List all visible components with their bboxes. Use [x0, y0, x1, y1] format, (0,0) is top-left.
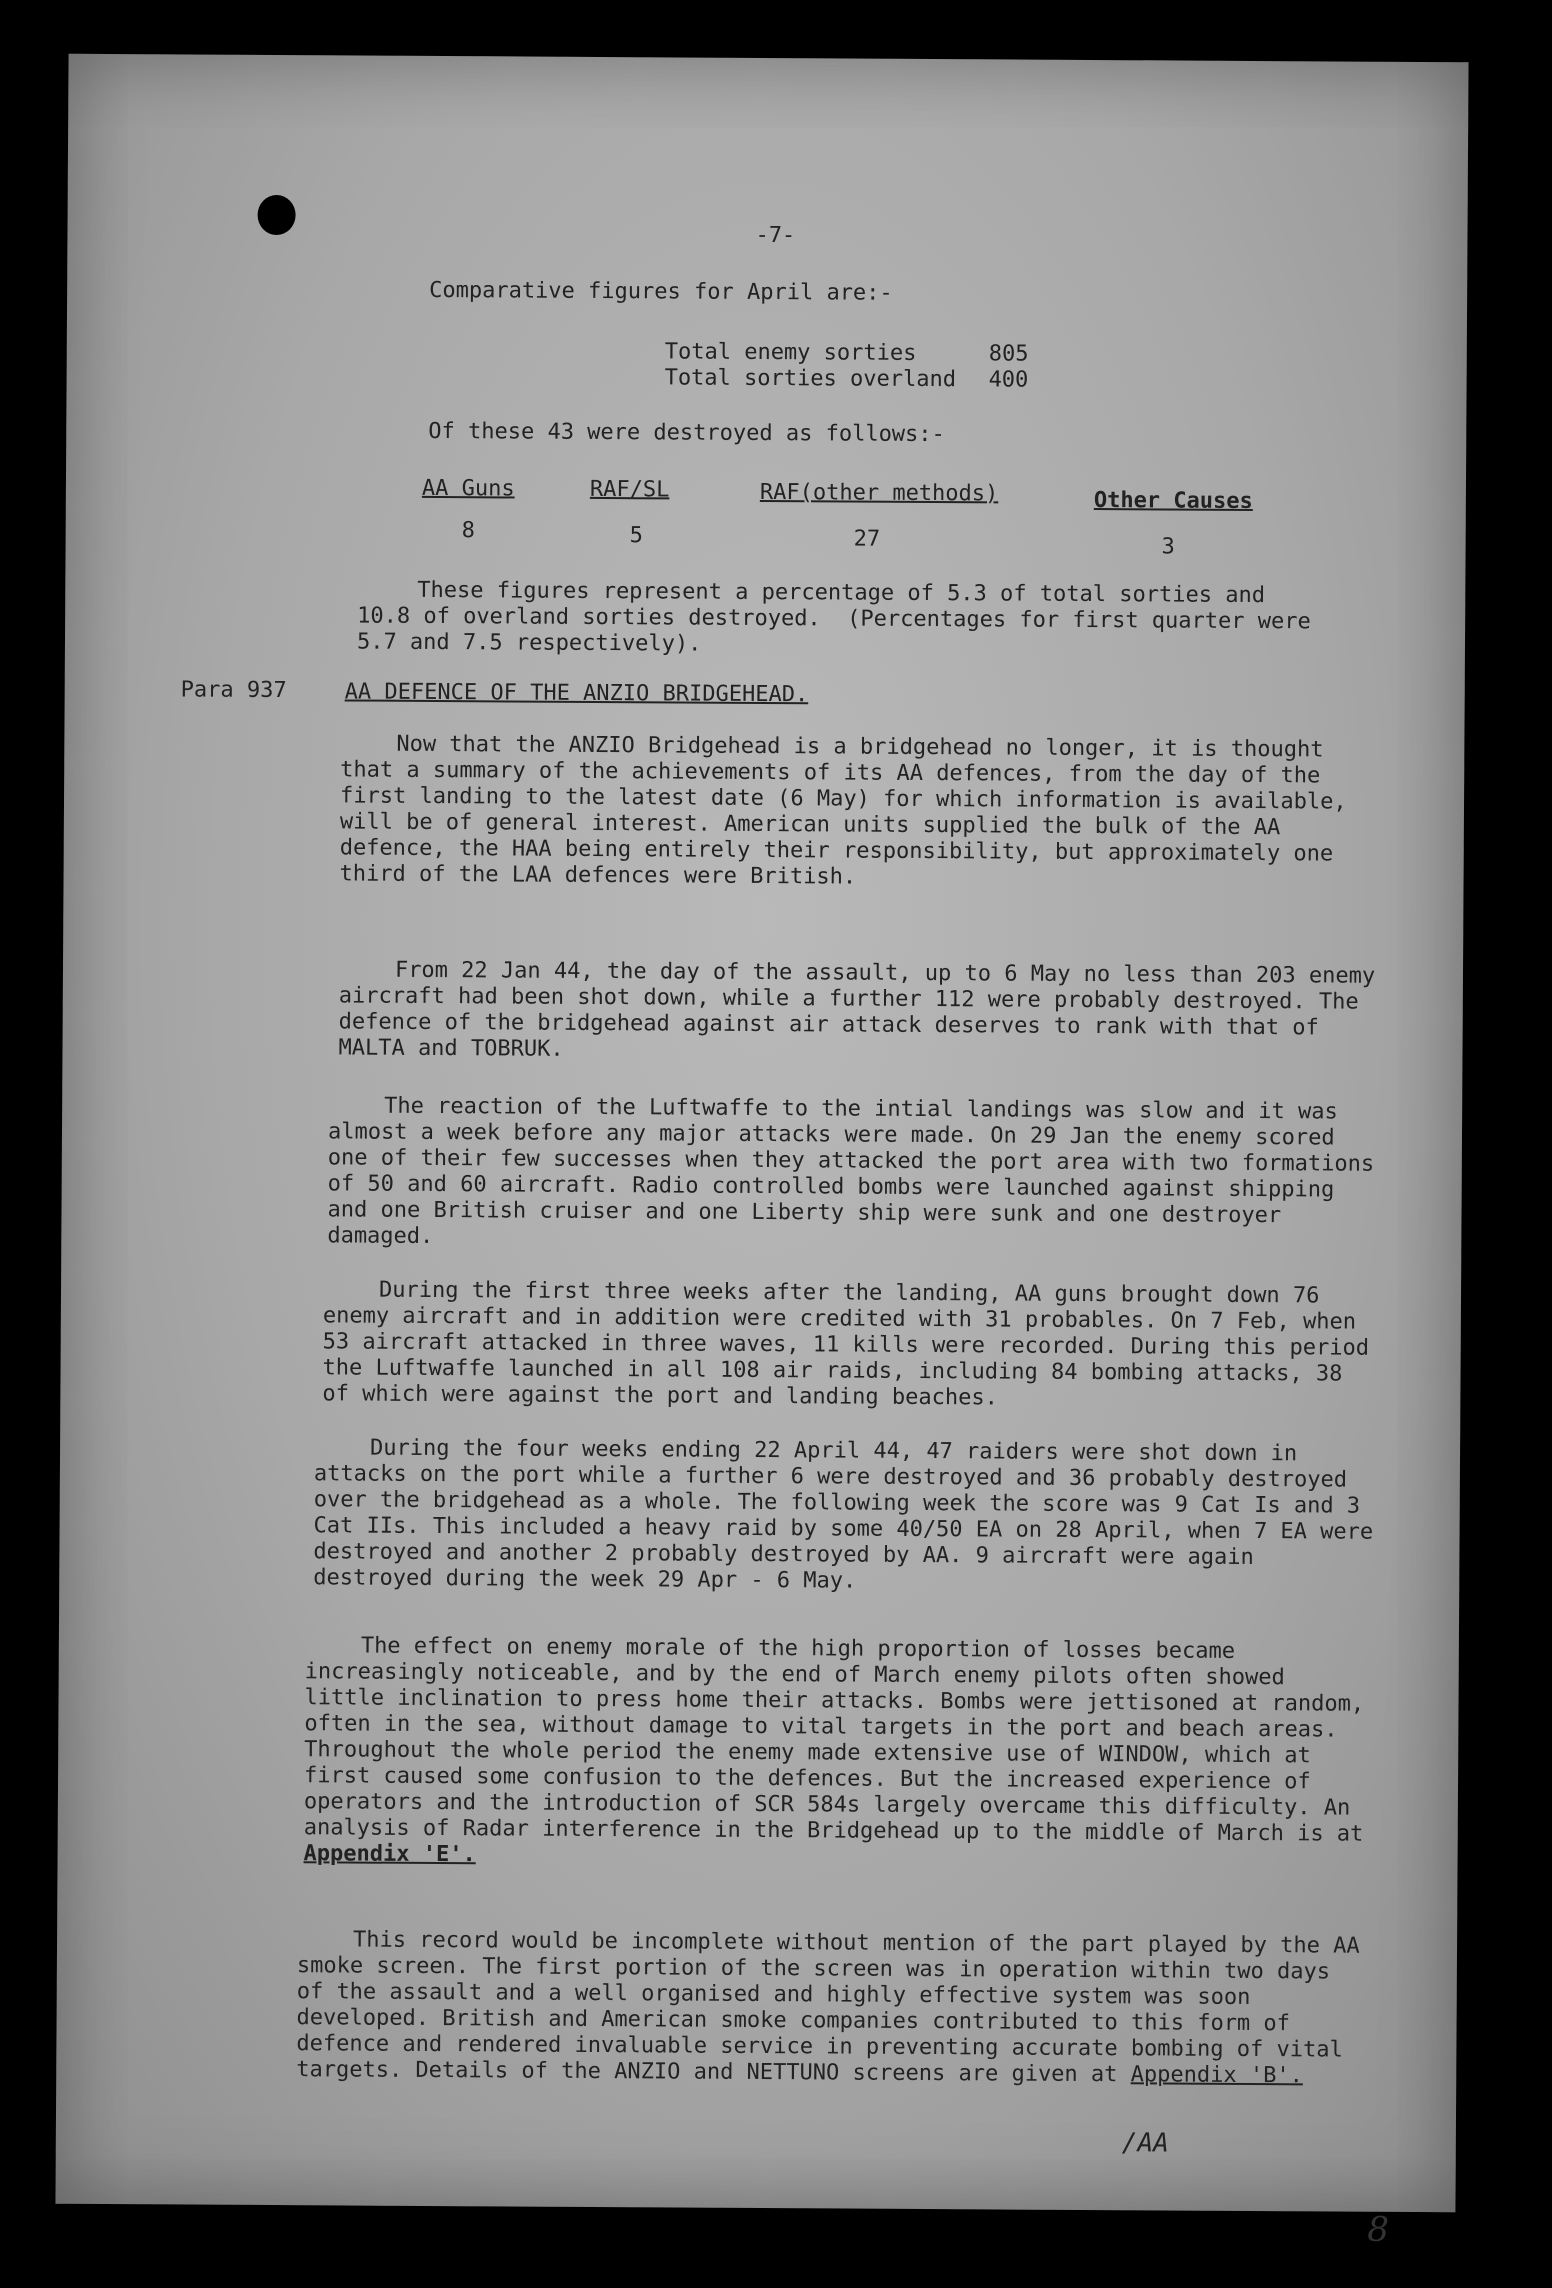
page-number: -7-: [755, 222, 796, 249]
body-paragraph: Now that the ANZIO Bridgehead is a bridgehead no longer, it is thought that a summary of the achievements of its AA defences, from the day of the first landing to the latest date (6 May) for which information is available, will be of general interest. American units supplied the bulk of the AA defence, the HAA being entirely their responsibility, but approximately one third of the LAA defences were British.: [339, 731, 1347, 890]
body-paragraph: From 22 Jan 44, the day of the assault, up to 6 May no less than 203 enemy aircraft had been shot down, while a further 112 were probably destroyed. The defence of the bridgehead against air attack deserves to rank with that of MALTA and TOBRUK.: [338, 957, 1376, 1062]
sheet-number: 8: [1367, 2209, 1390, 2250]
percent-line: 10.8 of overland sorties destroyed. (Percentages for first quarter were: [357, 603, 1311, 635]
body-paragraph: During the first three weeks after the landing, AA guns brought down 76 enemy aircraft and in addition were credited with 31 probables. On 7 Feb, when 53 aircraft attacked in three waves, 11 kills were recorded. During this period the Luftwaffe launched in all 108 air raids, including 84 bombing attacks, 38 of which were against the port and landing beaches.: [322, 1277, 1370, 1411]
appendix-b-reference: Appendix 'B'.: [1130, 2062, 1303, 2089]
intro-line: Comparative figures for April are:-: [429, 277, 893, 306]
cause-value: 5: [629, 523, 643, 549]
cause-label: Other Causes: [1093, 488, 1253, 514]
punch-hole: [257, 195, 295, 235]
body-paragraph: During the four weeks ending 22 April 44, 47 raiders were shot down in attacks on the port while a further 6 were destroyed and 36 probably destroyed over the bridgehead as a whole. The following week the score was 9 Cat Is and 3 Cat IIs. This included a heavy raid by some 40/50 EA on 28 April, when 7 EA were destroyed and another 2 probably destroyed by AA. 9 aircraft were again destroyed during the week 29 Apr - 6 May.: [313, 1435, 1374, 1594]
body-paragraph-text: This record would be incomplete without mention of the part played by the AA smoke screen. The first portion of the screen was in operation within two days of the assault and a well organised and highly effective system was soon developed. British and American smoke companies contributed to this form of defence and rendered invaluable service in preventing accurate bombing of vital targets. Details of the ANZIO and NETTUNO screens are given at: [296, 1927, 1360, 2088]
cause-label: RAF(other methods): [759, 479, 999, 507]
percent-line: 5.7 and 7.5 respectively).: [356, 629, 702, 657]
cause-label: AA Guns: [421, 475, 515, 502]
total-label: Total sorties overland: [664, 365, 957, 393]
total-value: 805: [988, 341, 1029, 367]
destroyed-intro: Of these 43 were destroyed as follows:-: [428, 418, 945, 448]
cause-value: 8: [461, 518, 475, 544]
percent-line: These figures represent a percentage of 5.3 of total sorties and: [417, 577, 1266, 609]
appendix-e-reference: Appendix 'E'.: [303, 1841, 476, 1868]
cause-value: 3: [1161, 534, 1175, 560]
cause-value: 27: [853, 526, 881, 552]
total-label: Total enemy sorties: [664, 339, 917, 366]
body-paragraph: The reaction of the Luftwaffe to the intial landings was slow and it was almost a week before any major attacks were made. On 29 Jan the enemy scored one of their few successes when they attacked the port area with two formations of 50 and 60 aircraft. Radio controlled bombs were launched against shipping and one British cruiser and one Liberty ship were sunk and one destroyer damaged.: [327, 1093, 1375, 1249]
catchword: /AA: [1121, 2128, 1169, 2159]
body-paragraph: [304, 1633, 1365, 1873]
document-page: [55, 54, 1468, 2250]
total-value: 400: [988, 367, 1029, 393]
para-reference: Para 937: [180, 677, 287, 704]
body-paragraph-text: The effect on enemy morale of the high proportion of losses became increasingly noticeable, and by the end of March enemy pilots often showed little inclination to press home their attacks. Bombs were jettisoned at random, often in the sea, without damage to vital targets in the port and beach areas. Throughout the whole period the enemy made extensive use of WINDOW, which at first caused some confusion to the defences. But the increased experience of operators and the introduction of SCR 584s largely overcame this difficulty. An analysis of Radar interference in the Bridgehead up to the middle of March is at: [303, 1633, 1365, 1847]
cause-label: RAF/SL: [589, 476, 670, 503]
section-heading: AA DEFENCE OF THE ANZIO BRIDGEHEAD.: [344, 679, 809, 708]
body-paragraph: [296, 1927, 1361, 2089]
